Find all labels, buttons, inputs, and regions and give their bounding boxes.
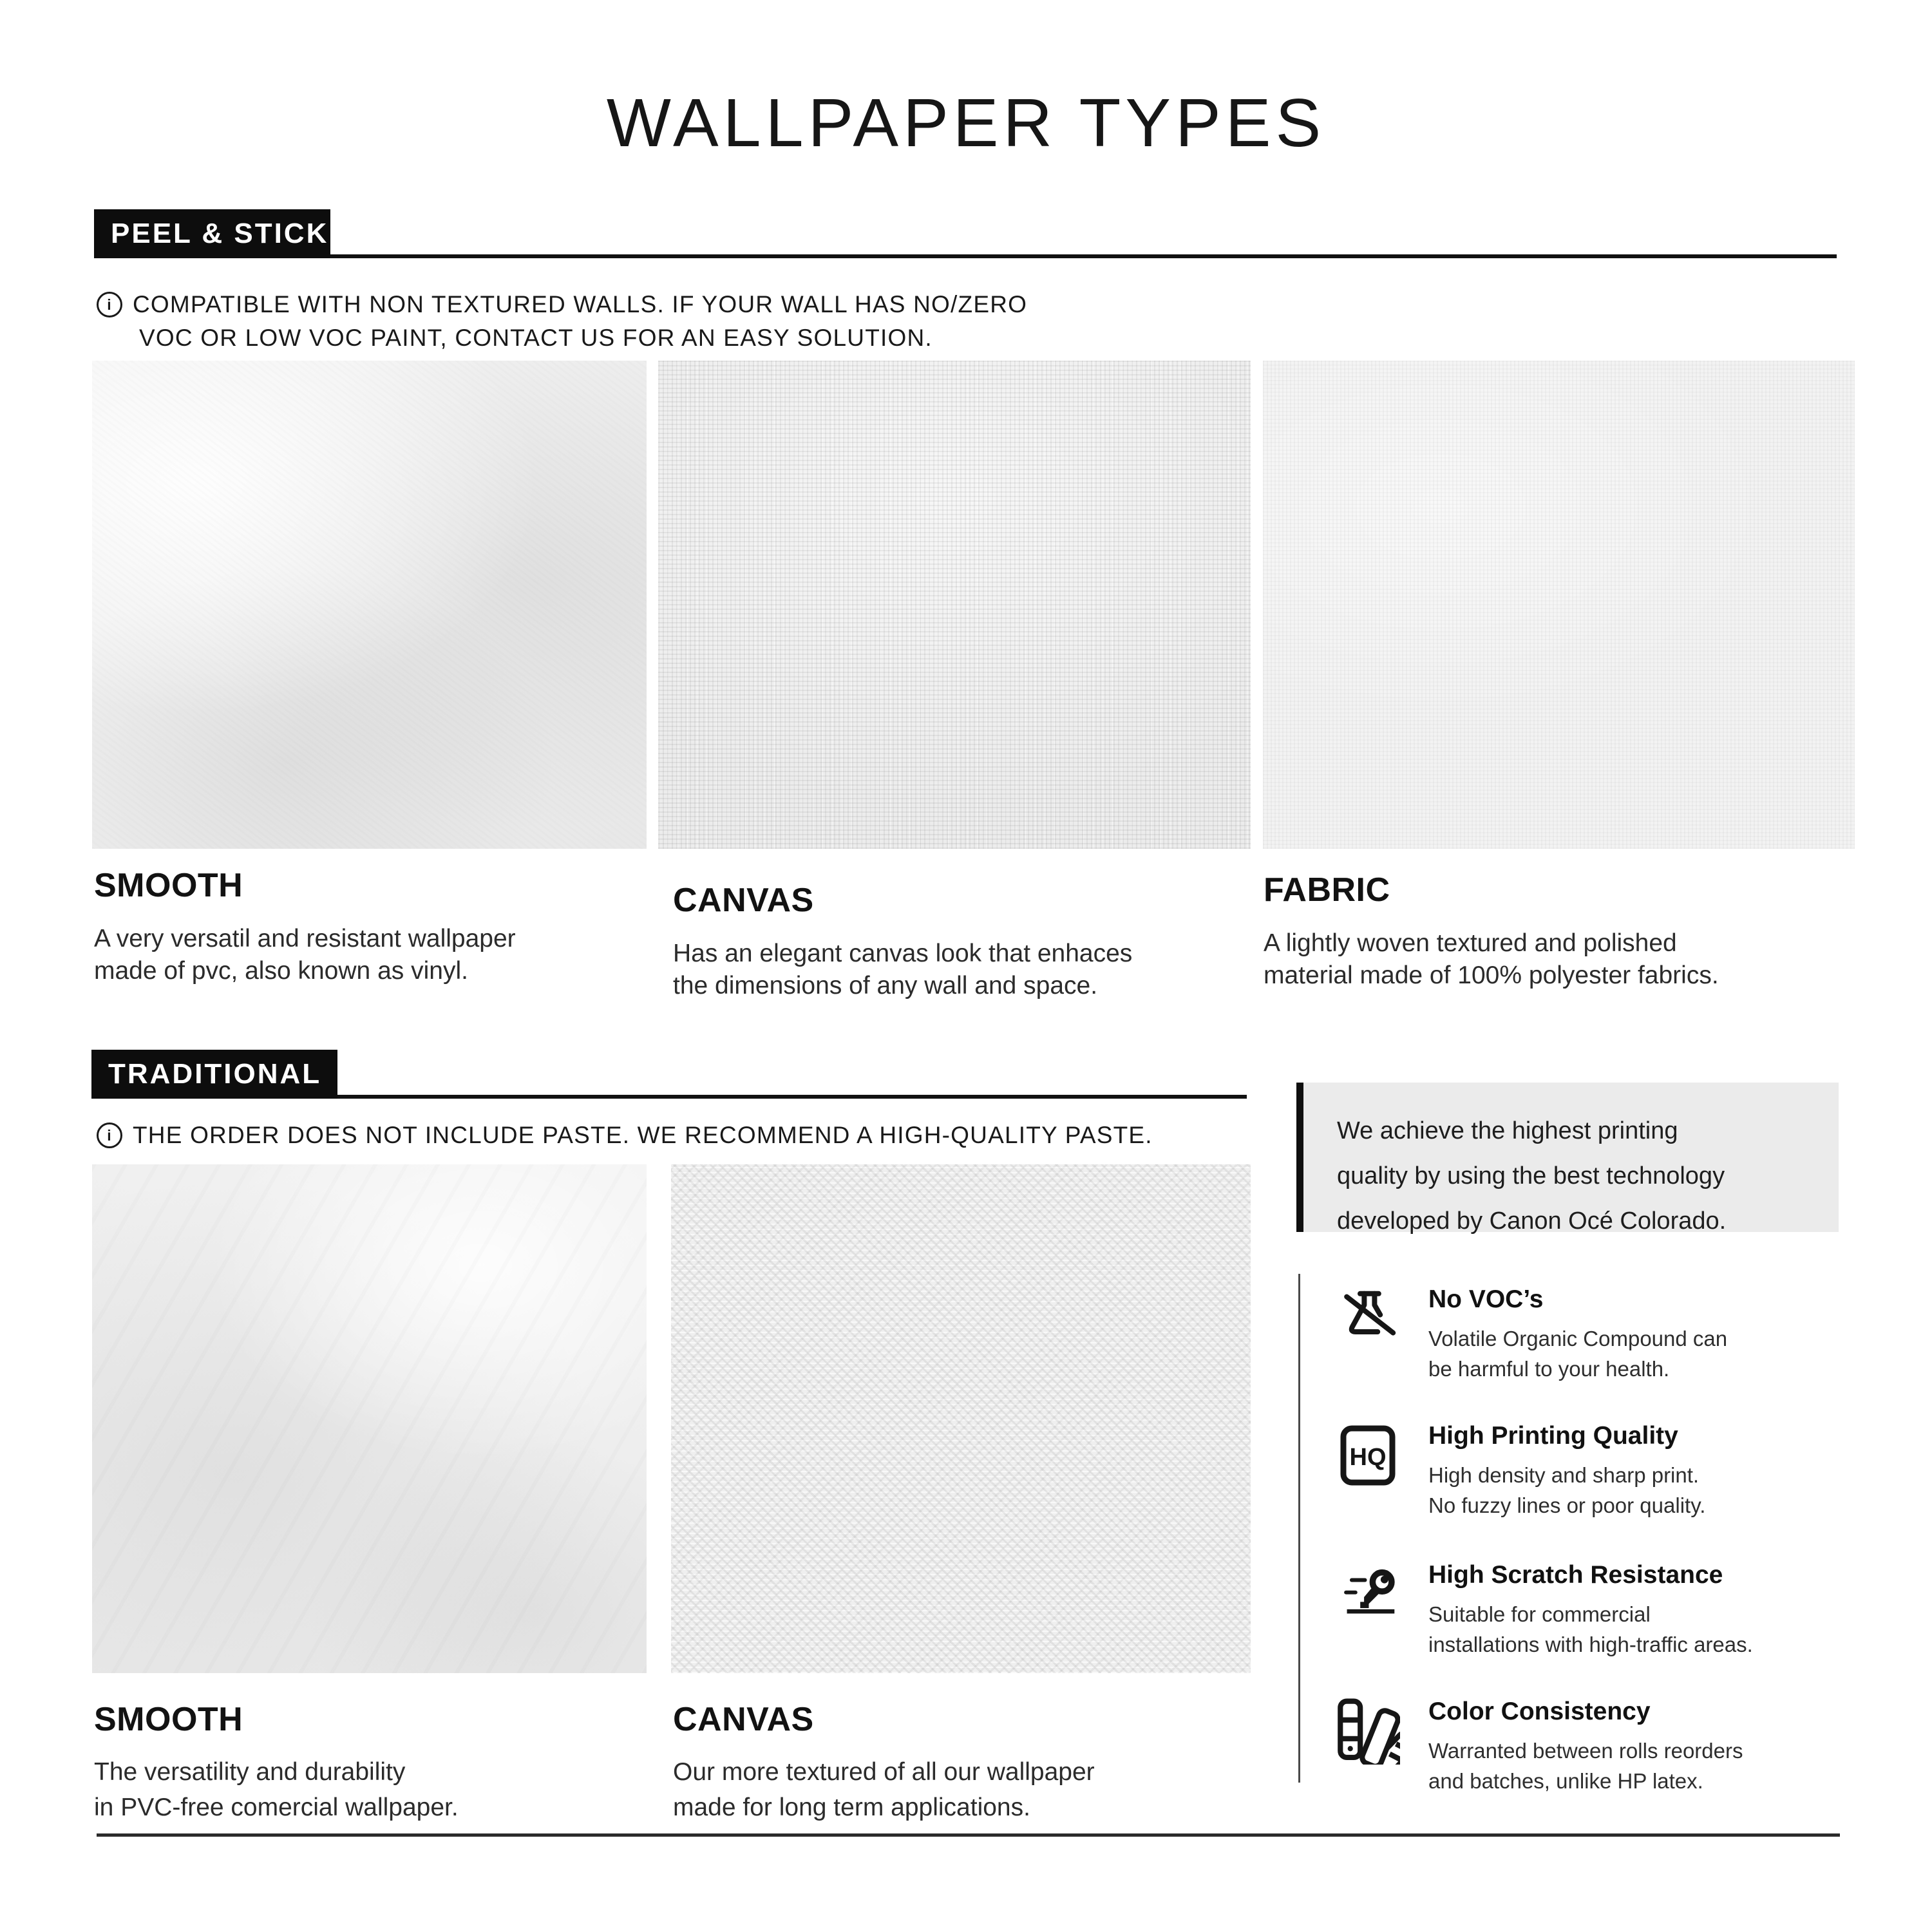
info-icon: i	[97, 1122, 122, 1148]
sample-caption-fabric-peel-stick	[1264, 871, 1719, 992]
sample-caption-canvas-traditional	[673, 1700, 1095, 1825]
feature-desc-line: Volatile Organic Compound can	[1428, 1327, 1728, 1350]
sample-caption-smooth-traditional	[94, 1700, 459, 1825]
feature-desc-line: be harmful to your health.	[1428, 1357, 1670, 1381]
quality-panel-line: developed by Canon Océ Colorado.	[1337, 1208, 1727, 1235]
sample-name: SMOOTH	[94, 1701, 243, 1738]
texture-sample-smooth-traditional	[92, 1164, 647, 1673]
feature-title: High Printing Quality	[1428, 1422, 1678, 1450]
sample-name: CANVAS	[673, 1701, 814, 1738]
scratch-resistance-key-icon	[1331, 1561, 1405, 1660]
texture-sample-fabric-peel-stick	[1263, 361, 1855, 849]
feature-desc-line: High density and sharp print.	[1428, 1463, 1700, 1487]
peel-stick-note-line1: COMPATIBLE WITH NON TEXTURED WALLS. IF YOUR WALL HAS NO/ZERO	[133, 291, 1028, 317]
sample-name: CANVAS	[673, 882, 814, 919]
sample-name: SMOOTH	[94, 867, 243, 904]
feature-title: Color Consistency	[1428, 1698, 1651, 1725]
feature-desc-line: No fuzzy lines or poor quality.	[1428, 1493, 1706, 1517]
sample-desc-line: the dimensions of any wall and space.	[673, 972, 1098, 999]
sample-caption-canvas-peel-stick	[673, 881, 1132, 1002]
sample-desc-line: made for long term applications.	[673, 1794, 1030, 1821]
peel-stick-note	[97, 288, 1027, 355]
page-title: WALLPAPER TYPES	[606, 85, 1326, 161]
sample-desc-line: in PVC-free comercial wallpaper.	[94, 1794, 459, 1821]
color-swatches-icon	[1331, 1698, 1405, 1796]
peel-stick-note-line2: VOC OR LOW VOC PAINT, CONTACT US FOR AN EASY SOLUTION.	[139, 325, 933, 351]
sample-desc-line: Our more textured of all our wallpaper	[673, 1758, 1095, 1786]
feature-color-consistency	[1331, 1698, 1865, 1796]
traditional-note	[97, 1119, 1153, 1152]
feature-high-printing-quality	[1331, 1422, 1865, 1520]
feature-desc-line: installations with high-traffic areas.	[1428, 1633, 1753, 1656]
sample-desc-line: Has an elegant canvas look that enhaces	[673, 940, 1133, 967]
quality-panel-line: quality by using the best technology	[1337, 1162, 1725, 1189]
section-rule-peel-stick	[94, 254, 1837, 258]
quality-panel-line: We achieve the highest printing	[1337, 1117, 1678, 1144]
sample-desc-line: The versatility and durability	[94, 1758, 406, 1786]
feature-title: No VOC’s	[1428, 1285, 1544, 1313]
sample-caption-smooth-peel-stick	[94, 866, 516, 987]
feature-desc-line: Warranted between rolls reorders	[1428, 1739, 1743, 1763]
no-voc-flask-icon	[1331, 1285, 1405, 1384]
texture-sample-canvas-traditional	[671, 1164, 1251, 1673]
feature-desc-line: Suitable for commercial	[1428, 1602, 1651, 1626]
feature-no-voc	[1331, 1285, 1865, 1384]
hq-badge-icon	[1331, 1422, 1405, 1520]
feature-desc-line: and batches, unlike HP latex.	[1428, 1769, 1703, 1793]
section-label-peel-stick: PEEL & STICK	[94, 209, 330, 258]
sample-desc-line: A very versatil and resistant wallpaper	[94, 925, 516, 952]
sample-desc-line: made of pvc, also known as vinyl.	[94, 957, 468, 985]
hq-badge-text: HQ	[1349, 1444, 1387, 1471]
sample-desc-line: material made of 100% polyester fabrics.	[1264, 961, 1719, 989]
info-icon: i	[97, 292, 122, 317]
sample-name: FABRIC	[1264, 871, 1390, 909]
texture-sample-canvas-peel-stick	[658, 361, 1251, 849]
traditional-note-line1: THE ORDER DOES NOT INCLUDE PASTE. WE RECOMMEND A HIGH-QUALITY PASTE.	[133, 1122, 1153, 1148]
texture-sample-smooth-peel-stick	[92, 361, 647, 849]
bottom-divider-line	[97, 1833, 1840, 1837]
features-divider-line	[1298, 1274, 1300, 1783]
sample-desc-line: A lightly woven textured and polished	[1264, 929, 1677, 957]
feature-title: High Scratch Resistance	[1428, 1561, 1723, 1589]
printing-quality-panel	[1296, 1083, 1839, 1235]
section-label-traditional: TRADITIONAL	[91, 1050, 337, 1099]
feature-high-scratch-resistance	[1331, 1561, 1865, 1660]
